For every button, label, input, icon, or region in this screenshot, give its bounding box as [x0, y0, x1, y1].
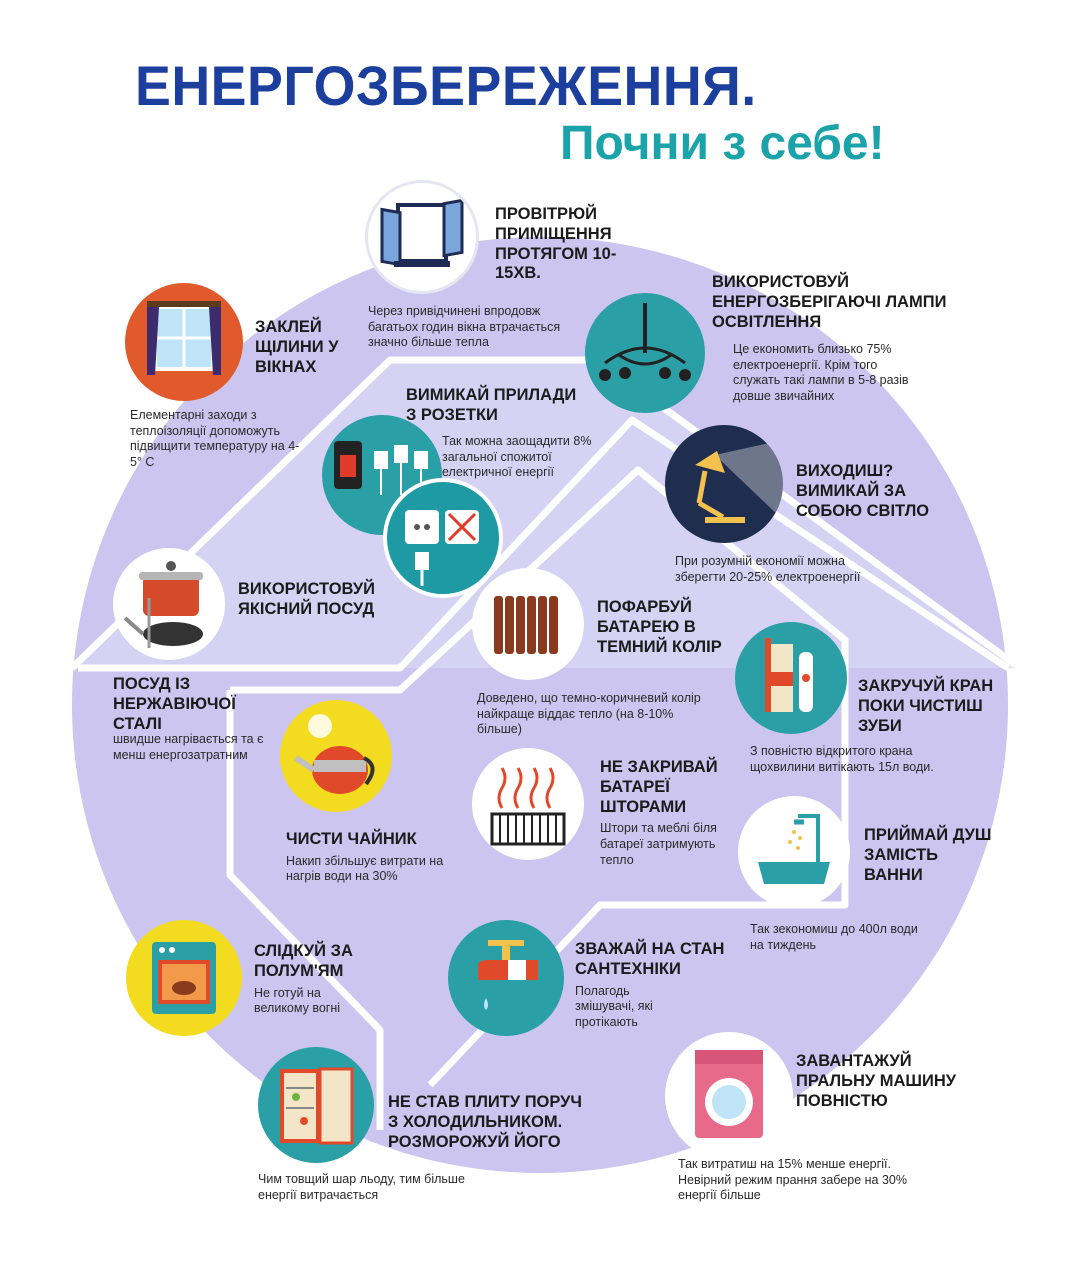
tip-description: При розумній економії можна зберегти 20-25% електроенергії: [675, 554, 861, 584]
window-icon: [365, 180, 479, 294]
tip-curtains: [600, 758, 730, 868]
tip-ventilate-desc: [368, 300, 568, 351]
tip-description: Так можна заощадити 8% загальної спожитої електричної енергії: [442, 434, 592, 480]
tip-title: ЗАКРУЧУЙ КРАН ПОКИ ЧИСТИШ ЗУБИ: [858, 677, 994, 735]
tip-shower: [864, 826, 994, 885]
tip-lamps-desc: [733, 338, 928, 405]
tip-steel: [113, 675, 278, 764]
tip-description: Так витратиш на 15% менше енергії. Невірний режим прання забере на 30% енергії більше: [678, 1157, 907, 1203]
desk-lamp-icon: [665, 425, 783, 543]
tip-title: ПРОВІТРЮЙ ПРИМІЩЕННЯ ПРОТЯГОМ 10-15ХВ.: [495, 205, 617, 283]
page-subtitle: Почни з себе!: [560, 117, 885, 170]
washing-machine-icon: [665, 1032, 793, 1160]
tip-title: НЕ СТАВ ПЛИТУ ПОРУЧ З ХОЛОДИЛЬНИКОМ. РОЗМОРОЖУЙ ЙОГО: [388, 1093, 583, 1151]
tip-description: Накип збільшує витрати на нагрів води на 30%: [286, 853, 444, 884]
tip-tap: [858, 677, 1008, 736]
socket-icon: [383, 478, 503, 598]
tip-description: Доведено, що темно-коричневий колір найкраще віддає тепло (на 8-10% більше): [477, 691, 701, 737]
tip-unplug: [406, 386, 591, 426]
tip-description: Це економить близько 75% електроенергії. Крім того служать такі лампи в 5-8 разів довше звичайних: [733, 342, 909, 403]
tip-title: ЗАКЛЕЙ ЩІЛИНИ У ВІКНАХ: [255, 318, 339, 376]
tip-tap-desc: [750, 740, 975, 775]
tip-plumbing: [575, 940, 765, 1030]
hot-radiator-icon: [472, 748, 584, 860]
toothbrush-icon: [735, 622, 847, 734]
tip-title: ПОСУД ІЗ НЕРЖАВІЮЧОЇ СТАЛІ: [113, 675, 236, 733]
tip-washer: [796, 1052, 971, 1111]
tip-title: ЧИСТИ ЧАЙНИК: [286, 830, 417, 848]
pot-icon: [113, 548, 225, 660]
tip-radiator: [597, 598, 737, 657]
chandelier-icon: [585, 293, 705, 413]
tip-seal: [255, 318, 365, 377]
tip-kettle: [286, 830, 466, 885]
fridge-icon: [258, 1047, 374, 1163]
tip-shower-desc: [750, 918, 920, 953]
tip-ventilate: [495, 205, 645, 284]
tip-title: ЗАВАНТАЖУЙ ПРАЛЬНУ МАШИНУ ПОВНІСТЮ: [796, 1052, 957, 1110]
tip-title: ВИХОДИШ? ВИМИКАЙ ЗА СОБОЮ СВІТЛО: [796, 462, 930, 520]
curtain-window-icon: [125, 283, 243, 401]
tip-fridge-desc: [258, 1168, 488, 1203]
tip-description: Через привідчинені впродовж багатьох годин вікна втрачається значно більше тепла: [368, 304, 561, 350]
tip-title: ВИКОРИСТОВУЙ ЕНЕРГОЗБЕРІГАЮЧІ ЛАМПИ ОСВІТЛЕННЯ: [712, 273, 947, 331]
tip-fridge: [388, 1093, 588, 1152]
radiator-icon: [472, 568, 584, 680]
tip-description: Штори та меблі біля батареї затримують тепло: [600, 821, 717, 867]
tip-title: ПОФАРБУЙ БАТАРЕЮ В ТЕМНИЙ КОЛІР: [597, 598, 722, 656]
kettle-icon: [280, 700, 392, 812]
tip-description: Полагодь змішувачі, які протікають: [575, 983, 653, 1029]
tip-description: Чим товщий шар льоду, тим більше енергії витрачається: [258, 1172, 465, 1202]
oven-icon: [126, 920, 242, 1036]
tip-title: СЛІДКУЙ ЗА ПОЛУМ'ЯМ: [254, 942, 353, 980]
tip-lamps: [712, 273, 952, 332]
page-title: ЕНЕРГОЗБЕРЕЖЕННЯ.: [135, 54, 757, 117]
faucet-icon: [448, 920, 564, 1036]
tip-flame: [254, 942, 374, 1017]
tip-description: З повністю відкритого крана щохвилини витікають 15л води.: [750, 744, 934, 774]
tip-seal-desc: [130, 404, 305, 471]
tip-unplug-desc: [442, 430, 602, 481]
tip-title: ЗВАЖАЙ НА СТАН САНТЕХНІКИ: [575, 940, 725, 978]
tip-description: Так зекономиш до 400л води на тиждень: [750, 922, 918, 952]
bathtub-icon: [738, 796, 850, 908]
tip-description: Не готуй на великому вогні: [254, 985, 341, 1016]
tip-light: [796, 462, 961, 521]
tip-washer-desc: [678, 1153, 928, 1204]
tip-cookware: [238, 580, 388, 620]
tip-light-desc: [675, 550, 890, 585]
tip-title: ПРИЙМАЙ ДУШ ЗАМІСТЬ ВАННИ: [864, 826, 992, 884]
tip-radiator-desc: [477, 687, 712, 738]
tip-description: швидше нагрівається та є менш енергозатратним: [113, 732, 264, 763]
tip-title: ВИКОРИСТОВУЙ ЯКІСНИЙ ПОСУД: [238, 580, 375, 618]
tip-description: Елементарні заходи з теплоізоляції допоможуть підвищити температуру на 4-5° С: [130, 408, 300, 469]
tip-title: НЕ ЗАКРИВАЙ БАТАРЕЇ ШТОРАМИ: [600, 758, 718, 816]
tip-title: ВИМИКАЙ ПРИЛАДИ З РОЗЕТКИ: [406, 386, 577, 424]
